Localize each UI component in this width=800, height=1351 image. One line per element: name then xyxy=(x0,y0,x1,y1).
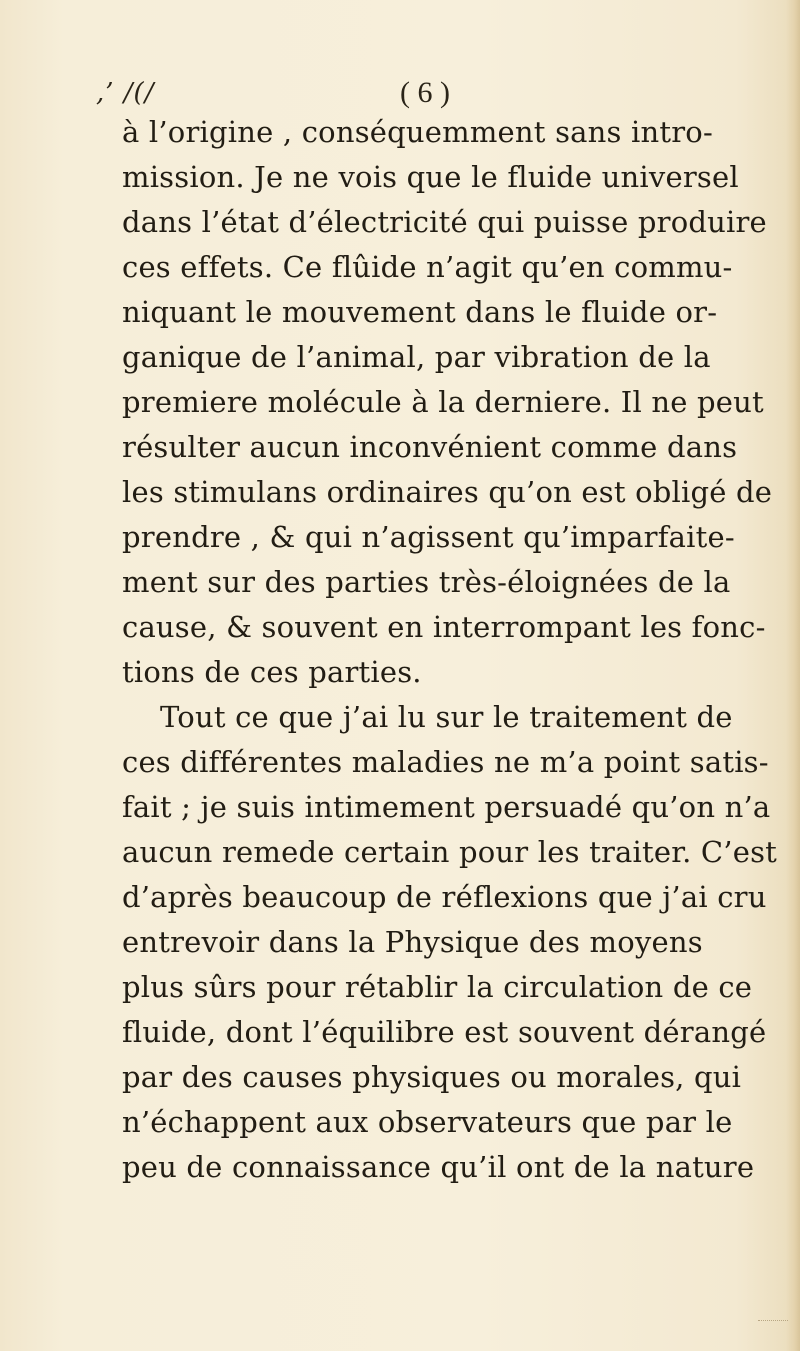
text-line: ment sur des parties très-éloignées de la xyxy=(122,565,731,599)
marginal-annotation: ,’ /(/ xyxy=(96,78,155,108)
text-line: entrevoir dans la Physique des moyens xyxy=(122,925,703,959)
page-edge-shadow xyxy=(786,0,800,1351)
text-line: plus sûrs pour rétablir la circulation de ce xyxy=(122,970,753,1004)
text-line: dans l’état d’électricité qui puisse produire xyxy=(122,205,767,239)
text-line: les stimulans ordinaires qu’on est obligé de xyxy=(122,475,773,509)
text-line: premiere molécule à la derniere. Il ne peut xyxy=(122,385,764,419)
text-line: fait ; je suis intimement persuadé qu’on n’a xyxy=(122,790,771,824)
text-line: ces effets. Ce flûide n’agit qu’en commu- xyxy=(122,250,733,284)
body-text xyxy=(122,110,778,1190)
text-line: mission. Je ne vois que le fluide universel xyxy=(122,160,739,194)
text-line: ganique de l’animal, par vibration de la xyxy=(122,340,711,374)
text-line: n’échappent aux observateurs que par le xyxy=(122,1105,733,1139)
page-number: ( 6 ) xyxy=(400,76,450,109)
text-line: tions de ces parties. xyxy=(122,655,422,689)
text-line: ces différentes maladies ne m’a point satis- xyxy=(122,745,769,779)
text-line: cause, & souvent en interrompant les fonc- xyxy=(122,610,766,644)
text-line: résulter aucun inconvénient comme dans xyxy=(122,430,738,464)
text-line: aucun remede certain pour les traiter. C’est xyxy=(122,835,778,869)
paper-smudge xyxy=(758,1320,788,1329)
text-line-paragraph-start: Tout ce que j’ai lu sur le traitement de xyxy=(160,700,733,734)
text-line: à l’origine , conséquemment sans intro- xyxy=(122,115,713,149)
text-line: d’après beaucoup de réflexions que j’ai cru xyxy=(122,880,767,914)
text-line: par des causes physiques ou morales, qui xyxy=(122,1060,742,1094)
text-line: peu de connaissance qu’il ont de la nature xyxy=(122,1150,755,1184)
text-line: prendre , & qui n’agissent qu’imparfaite- xyxy=(122,520,735,554)
text-line: fluide, dont l’équilibre est souvent dérangé xyxy=(122,1015,767,1049)
text-line: niquant le mouvement dans le fluide or- xyxy=(122,295,718,329)
